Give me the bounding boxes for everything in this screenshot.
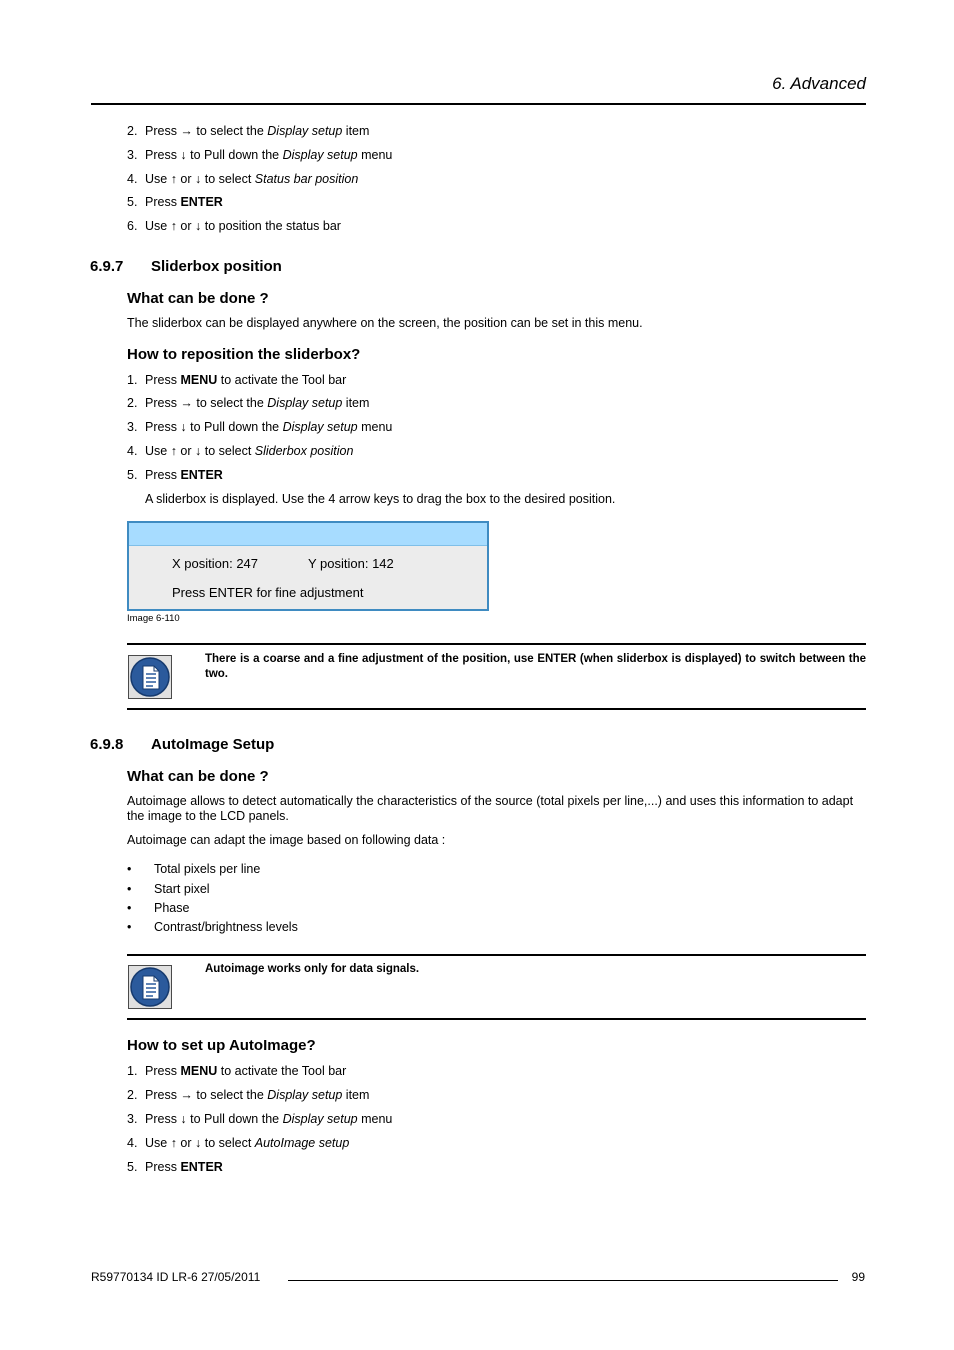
- footer-rule: [288, 1280, 838, 1281]
- step-item: [127, 467, 223, 483]
- step-number: 1.: [127, 373, 138, 387]
- step-text-suffix: menu: [357, 148, 393, 162]
- bullet-icon: •: [127, 920, 132, 934]
- step-key: MENU: [180, 373, 218, 387]
- bullet-icon: •: [127, 862, 132, 876]
- step-text-suffix: to activate the Tool bar: [217, 1064, 347, 1078]
- dialog-titlebar: [129, 523, 487, 546]
- y-position-label: Y position: 142: [308, 556, 394, 571]
- step-number: 6.: [127, 219, 138, 233]
- step-note: A sliderbox is displayed. Use the 4 arrow keys to drag the box to the desired position.: [145, 492, 616, 506]
- step-item: [127, 372, 346, 388]
- step-emphasis: Status bar position: [254, 172, 359, 186]
- footer-doc-id: R59770134 ID LR-6 27/05/2011: [91, 1270, 261, 1284]
- section-number: 6.9.8: [90, 736, 124, 753]
- note-rule-bottom: [127, 1018, 866, 1020]
- step-number: 3.: [127, 148, 138, 162]
- step-item: [127, 218, 341, 234]
- step-item: [127, 123, 369, 139]
- fine-adjust-hint: Press ENTER for fine adjustment: [172, 585, 364, 600]
- section-heading-697: [90, 258, 282, 275]
- bullet-text: Start pixel: [154, 882, 210, 896]
- step-item: [127, 1063, 346, 1079]
- section-number: 6.9.7: [90, 258, 124, 275]
- bullet-text: Total pixels per line: [154, 862, 261, 876]
- note-rule-bottom: [127, 708, 866, 710]
- step-emphasis: AutoImage setup: [254, 1136, 350, 1150]
- step-emphasis: Display setup: [267, 1088, 343, 1102]
- step-key: MENU: [180, 1064, 218, 1078]
- step-number: 3.: [127, 420, 138, 434]
- step-number: 2.: [127, 124, 138, 138]
- step-text-suffix: item: [342, 396, 370, 410]
- step-text-suffix: menu: [357, 1112, 393, 1126]
- step-text: Use ↑ or ↓ to position the status bar: [145, 219, 341, 233]
- step-text-suffix: menu: [357, 420, 393, 434]
- step-item: [127, 147, 392, 163]
- step-number: 1.: [127, 1064, 138, 1078]
- bullet-text: Contrast/brightness levels: [154, 920, 298, 934]
- what-heading-697: What can be done ?: [127, 290, 269, 307]
- step-text: Press: [145, 468, 181, 482]
- step-text: Press → to select the: [145, 1088, 268, 1102]
- bullet-icon: •: [127, 882, 132, 896]
- step-number: 5.: [127, 468, 138, 482]
- step-text: Use ↑ or ↓ to select: [145, 1136, 255, 1150]
- step-text: Press: [145, 1160, 181, 1174]
- step-text: Press ↓ to Pull down the: [145, 148, 283, 162]
- step-item: [127, 1159, 223, 1175]
- step-number: 3.: [127, 1112, 138, 1126]
- bullet-item: [127, 900, 189, 916]
- step-number: 4.: [127, 444, 138, 458]
- step-item: [127, 171, 358, 187]
- step-text: Press: [145, 373, 181, 387]
- note-text-697: There is a coarse and a fine adjustment of the position, use ENTER (when sliderbox is displayed) to switch between the two.: [205, 653, 866, 680]
- step-emphasis: Display setup: [282, 148, 358, 162]
- step-emphasis: Sliderbox position: [254, 444, 354, 458]
- section-title: Sliderbox position: [151, 258, 282, 275]
- step-text-suffix: item: [342, 124, 370, 138]
- image-caption: Image 6-110: [127, 613, 180, 624]
- step-key: ENTER: [180, 468, 223, 482]
- step-number: 4.: [127, 1136, 138, 1150]
- step-text: Press → to select the: [145, 124, 268, 138]
- section-title: AutoImage Setup: [151, 736, 275, 753]
- bullet-text: Phase: [154, 901, 190, 915]
- step-number: 2.: [127, 1088, 138, 1102]
- step-number: 4.: [127, 172, 138, 186]
- bullet-item: [127, 861, 260, 877]
- step-emphasis: Display setup: [282, 420, 358, 434]
- note-rule-top: [127, 954, 866, 956]
- step-text: Use ↑ or ↓ to select: [145, 172, 255, 186]
- step-item: [127, 194, 223, 210]
- how-heading-698: How to set up AutoImage?: [127, 1037, 316, 1054]
- step-text: Press ↓ to Pull down the: [145, 1112, 283, 1126]
- x-position-label: X position: 247: [172, 556, 259, 571]
- step-text: Use ↑ or ↓ to select: [145, 444, 255, 458]
- what-text-698: Autoimage allows to detect automatically the characteristics of the source (total pixels per line,...) and uses this information to adapt the image to the LCD panels.: [127, 794, 854, 823]
- bullet-item: [127, 881, 210, 897]
- step-item: [127, 1087, 369, 1103]
- step-item: [127, 419, 392, 435]
- sliderbox-dialog: [127, 521, 489, 611]
- step-key: ENTER: [180, 1160, 223, 1174]
- chapter-title: 6. Advanced: [772, 74, 866, 93]
- step-number: 2.: [127, 396, 138, 410]
- header-rule: [91, 103, 866, 105]
- step-text-suffix: to activate the Tool bar: [217, 373, 347, 387]
- note-document-icon: [128, 965, 172, 1009]
- step-text: Press → to select the: [145, 396, 268, 410]
- step-text: Press: [145, 195, 181, 209]
- step-text-suffix: item: [342, 1088, 370, 1102]
- step-number: 5.: [127, 1160, 138, 1174]
- page-number: 99: [851, 1270, 865, 1284]
- step-emphasis: Display setup: [267, 396, 343, 410]
- step-emphasis: Display setup: [282, 1112, 358, 1126]
- how-heading-697: How to reposition the sliderbox?: [127, 346, 361, 363]
- step-text: Press: [145, 1064, 181, 1078]
- step-number: 5.: [127, 195, 138, 209]
- what-heading-698: What can be done ?: [127, 768, 269, 785]
- note-text-698: Autoimage works only for data signals.: [205, 963, 420, 975]
- what-text-697: The sliderbox can be displayed anywhere on the screen, the position can be set in this menu.: [127, 316, 643, 330]
- data-intro-text: Autoimage can adapt the image based on following data :: [127, 833, 446, 847]
- step-text: Press ↓ to Pull down the: [145, 420, 283, 434]
- bullet-item: [127, 919, 298, 935]
- bullet-icon: •: [127, 901, 132, 915]
- note-rule-top: [127, 643, 866, 645]
- step-item: [127, 443, 353, 459]
- note-document-icon: [128, 655, 172, 699]
- step-key: ENTER: [180, 195, 223, 209]
- step-item: [127, 1135, 349, 1151]
- section-heading-698: [90, 736, 274, 753]
- step-item: [127, 395, 369, 411]
- step-emphasis: Display setup: [267, 124, 343, 138]
- step-item: [127, 1111, 392, 1127]
